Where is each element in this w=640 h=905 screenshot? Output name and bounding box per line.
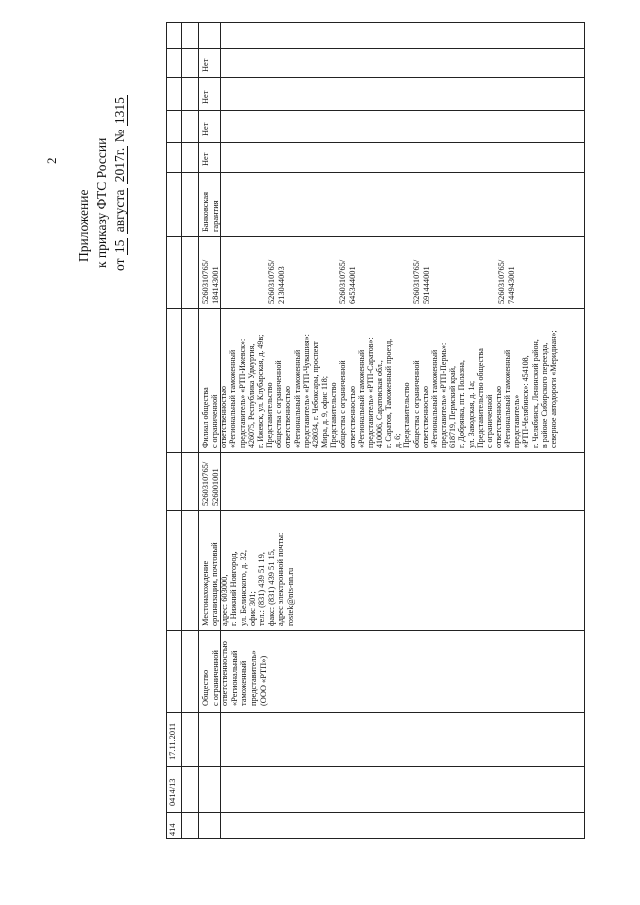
header-number: 1315 — [112, 97, 127, 125]
header-day: 15 — [112, 239, 127, 254]
cell-inn-kpp: 5260310765/ 526001001 — [201, 461, 221, 506]
flag-4: Нет — [201, 58, 210, 72]
flag-3: Нет — [201, 90, 210, 104]
header-prefix: от — [112, 258, 127, 271]
branch-code-3: 5260310765/ 645344001 — [338, 259, 358, 304]
cell-seq: 414 — [168, 823, 177, 836]
cell-reg-number: 0414/13 — [168, 778, 177, 806]
header-number-sign: № — [112, 129, 127, 143]
header-line-1: Приложение — [76, 189, 91, 262]
header-month: августа — [112, 189, 127, 233]
header-line-3 — [112, 95, 128, 271]
page-number: 2 — [44, 157, 59, 164]
flag-1: Нет — [201, 152, 210, 166]
cell-date: 17.11.2011 — [168, 722, 177, 760]
flag-2: Нет — [201, 122, 210, 136]
branch-code-4: 5260310765/ 591444001 — [412, 259, 432, 304]
branch-code-1: 5260310765/ 184143001 — [201, 259, 221, 304]
cell-location: Местонахождение организации, почтовый адрес: 603000, г. Нижний Новгород, ул. Белинского, д. 32, офис 301; тел.: (831) 439 51 19, факс: (831) 439 51 15, адрес электронной почты: rostek@nts-nn.ru — [201, 532, 295, 626]
header-line-2: к приказу ФТС России — [94, 137, 109, 268]
cell-name: Общество с ограниченной ответственностью «Региональный таможенный представитель» (ООО «РТП») — [201, 641, 268, 706]
branch-code-2: 5260310765/ 213044003 — [267, 259, 287, 304]
cell-branches: Филиал общества с ограниченной ответственностью «Региональный таможенный представитель» «РТП-Ижевск»: 426075, Республика Удмуртия, г. Ижевск, ул. Клубарская, д. 49в; Представительство общества с ограниченной ответственностью «Региональный таможенный представитель» «РТП-Чувашия»: 428034, г. Чебоксары, проспект Мира, д. 9, офис 118; Представительство общества с ограниченной ответственностью «Региональный таможенный представитель» «РТП-Саратов»: 410006, Саратовская обл., г. Саратов, Таможенный проезд, д. 6; Представительство общества с ограниченной ответственностью «Региональный таможенный представитель» «РТП-Пермь»: 618719, Пермский край, г. Добрянка, пгт. Полазна, ул. Заводская, д. 1а; Представительство общества с ограниченной ответственностью «Региональный таможенный представитель» «РТП-Челябинск»: 454108, г. Челябинск, Ленинский район, в районе Сибирского переезда, северное автодороги «Меридиан»; — [201, 330, 558, 448]
cell-guarantee: Банковская гарантия — [201, 192, 221, 232]
header-year: 2017г. — [112, 147, 127, 183]
branch-code-5: 5260310765/ 744943001 — [497, 259, 517, 304]
